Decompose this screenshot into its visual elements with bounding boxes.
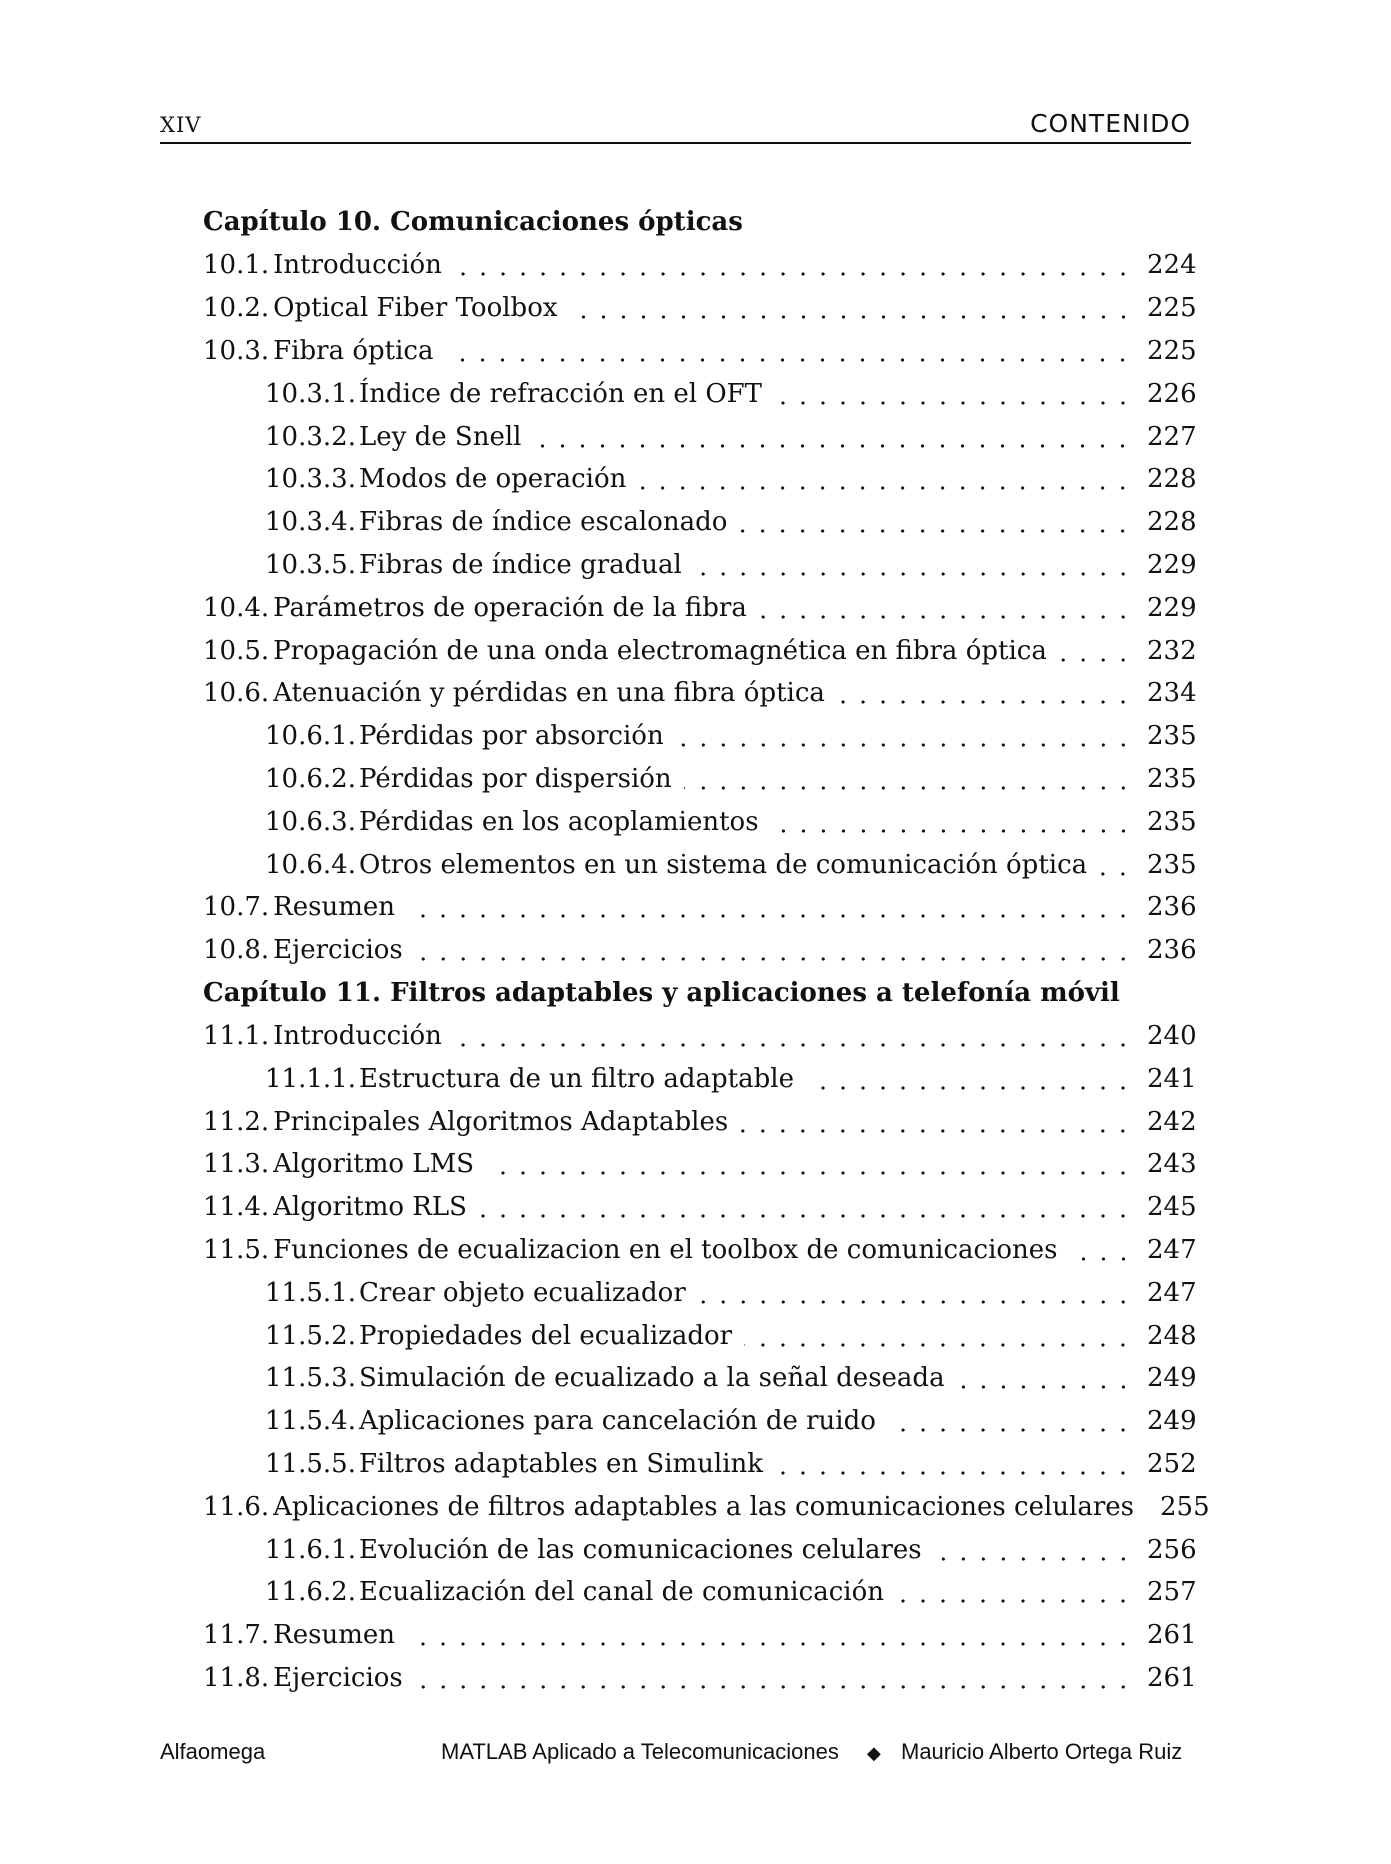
toc-entry-title: Principales Algoritmos Adaptables: [273, 1106, 729, 1137]
dot-leader: [533, 424, 1133, 450]
toc-entry-title: Parámetros de operación de la fibra: [273, 592, 747, 623]
dot-leader: [1059, 638, 1133, 664]
dot-leader: [771, 809, 1133, 835]
toc-entry-number: 10.3.1.: [265, 378, 356, 409]
toc-entry-number: 10.6.: [203, 678, 270, 709]
toc-entry-page: 235: [1147, 849, 1197, 880]
dot-leader: [415, 1665, 1133, 1691]
dot-leader: [415, 937, 1133, 963]
toc-entry-title: Atenuación y pérdidas en una fibra óptica: [273, 678, 825, 709]
toc-entry-number: 11.6.: [203, 1491, 270, 1522]
toc-entry-title: Aplicaciones para cancelación de ruido: [359, 1406, 876, 1437]
toc-entry-page: 235: [1147, 763, 1197, 794]
toc-entry-title: Fibras de índice gradual: [359, 549, 682, 580]
toc-entry-number: 10.6.3.: [265, 806, 356, 837]
toc-entry-page: 226: [1147, 378, 1197, 409]
toc-entry-page: 255: [1160, 1491, 1210, 1522]
toc-entry-page: 227: [1147, 421, 1197, 452]
toc-entry-title: Filtros adaptables en Simulink: [359, 1448, 764, 1479]
toc-entry-title: Pérdidas por dispersión: [359, 763, 672, 794]
toc-entry-page: 228: [1147, 507, 1197, 538]
toc-subsection-entry[interactable]: [203, 544, 1197, 587]
toc-entry-page: 241: [1147, 1063, 1197, 1094]
toc-entry-number: 10.6.4.: [265, 849, 356, 880]
toc-entry-page: 252: [1147, 1448, 1197, 1479]
dot-leader: [407, 1622, 1133, 1648]
dot-leader: [957, 1365, 1133, 1391]
toc-entry-number: 10.3.: [203, 335, 270, 366]
toc-entry-number: 10.4.: [203, 592, 270, 623]
toc-entry-title: Algoritmo RLS: [273, 1192, 467, 1223]
running-head: CONTENIDO: [1030, 109, 1191, 138]
toc-entry-page: 247: [1147, 1234, 1197, 1265]
toc-entry-page: 261: [1147, 1620, 1197, 1651]
toc-entry-page: 235: [1147, 806, 1197, 837]
toc-entry-page: 242: [1147, 1106, 1197, 1137]
toc-entry-page: 243: [1147, 1149, 1197, 1180]
toc-section-entry[interactable]: [203, 929, 1197, 972]
toc-subsection-entry[interactable]: [203, 758, 1197, 801]
toc-entry-number: 10.6.2.: [265, 763, 356, 794]
toc-entry-page: 249: [1147, 1406, 1197, 1437]
toc-entry-title: Fibras de índice escalonado: [359, 507, 728, 538]
toc-entry-title: Propagación de una onda electromagnética en fibra óptica: [273, 635, 1047, 666]
toc-entry-number: 11.5.3.: [265, 1363, 356, 1394]
toc-entry-title: Crear objeto ecualizador: [359, 1277, 686, 1308]
toc-entry-page: 229: [1147, 592, 1197, 623]
dot-leader: [744, 1323, 1133, 1349]
toc-subsection-entry[interactable]: [203, 1571, 1197, 1614]
toc-entry-page: 228: [1147, 464, 1197, 495]
toc-entry-page: 247: [1147, 1277, 1197, 1308]
toc-entry-number: 11.4.: [203, 1192, 270, 1223]
toc-entry-title: Fibra óptica: [273, 335, 434, 366]
toc-entry-number: 10.5.: [203, 635, 270, 666]
toc-entry-page: 240: [1147, 1020, 1197, 1051]
toc-entry-number: 11.5.1.: [265, 1277, 356, 1308]
toc-section-entry[interactable]: [203, 1229, 1197, 1272]
toc-section-entry[interactable]: [203, 1657, 1197, 1700]
toc-entry-page: 245: [1147, 1192, 1197, 1223]
toc-entry-page: 249: [1147, 1363, 1197, 1394]
toc-section-entry[interactable]: [203, 1186, 1197, 1229]
dot-leader: [774, 381, 1133, 407]
page-header: [160, 106, 1191, 144]
toc-section-entry[interactable]: [203, 672, 1197, 715]
toc-section-entry[interactable]: [203, 1614, 1197, 1657]
toc-section-entry[interactable]: [203, 1143, 1197, 1186]
toc-entry-number: 11.6.2.: [265, 1577, 356, 1608]
toc-entry-page: 232: [1147, 635, 1197, 666]
toc-chapter-heading: Capítulo 11. Filtros adaptables y aplicaciones a telefonía móvil: [203, 977, 1120, 1008]
toc-entry-title: Ejercicios: [273, 1662, 403, 1693]
dot-leader: [837, 680, 1133, 706]
toc-entry-title: Resumen: [273, 1620, 395, 1651]
dot-leader: [570, 295, 1133, 321]
dot-leader: [486, 1151, 1133, 1177]
toc-section-entry[interactable]: [203, 287, 1197, 330]
dot-leader: [1070, 1237, 1133, 1263]
dot-leader: [1099, 852, 1133, 878]
dot-leader: [684, 766, 1133, 792]
toc-entry-title: Resumen: [273, 892, 395, 923]
page-footer: [160, 1739, 1191, 1771]
toc-entry-number: 11.2.: [203, 1106, 270, 1137]
toc-entry-title: Algoritmo LMS: [273, 1149, 475, 1180]
dot-leader: [445, 338, 1133, 364]
toc-subsection-entry[interactable]: [203, 1057, 1197, 1100]
dot-leader: [454, 1023, 1133, 1049]
toc-entry-title: Introducción: [273, 1020, 442, 1051]
toc-entry-page: 261: [1147, 1662, 1197, 1693]
toc-entry-number: 11.1.1.: [265, 1063, 356, 1094]
dot-leader: [676, 723, 1133, 749]
toc-section-entry[interactable]: [203, 1015, 1197, 1058]
toc-subsection-entry[interactable]: [203, 458, 1197, 501]
dot-leader: [454, 252, 1133, 278]
dot-leader: [759, 595, 1133, 621]
toc-entry-number: 11.1.: [203, 1020, 270, 1051]
toc-entry-number: 10.8.: [203, 935, 270, 966]
toc-entry-number: 11.5.5.: [265, 1448, 356, 1479]
toc-entry-title: Pérdidas por absorción: [359, 721, 664, 752]
toc-entry-number: 10.3.5.: [265, 549, 356, 580]
toc-entry-number: 10.2.: [203, 293, 270, 324]
toc-section-entry[interactable]: [203, 330, 1197, 373]
toc-entry-title: Índice de refracción en el OFT: [359, 378, 763, 409]
toc-entry-number: 10.3.3.: [265, 464, 356, 495]
toc-entry-page: 235: [1147, 721, 1197, 752]
toc-subsection-entry[interactable]: [203, 415, 1197, 458]
toc-entry-number: 11.5.: [203, 1234, 270, 1265]
toc-entry-number: 10.6.1.: [265, 721, 356, 752]
toc-entry-page: 229: [1147, 549, 1197, 580]
toc-entry-page: 257: [1147, 1577, 1197, 1608]
toc-subsection-entry[interactable]: [203, 1400, 1197, 1443]
toc-entry-page: 236: [1147, 935, 1197, 966]
dot-leader: [896, 1579, 1133, 1605]
toc-entry-title: Simulación de ecualizado a la señal deseada: [359, 1363, 945, 1394]
dot-leader: [407, 894, 1133, 920]
toc-entry-number: 11.3.: [203, 1149, 270, 1180]
dot-leader: [775, 1451, 1133, 1477]
toc-chapter-heading: Capítulo 10. Comunicaciones ópticas: [203, 207, 743, 237]
footer-author: Mauricio Alberto Ortega Ruiz: [901, 1739, 1183, 1764]
toc-subsection-entry[interactable]: [203, 1528, 1197, 1571]
toc-entry-title: Propiedades del ecualizador: [359, 1320, 733, 1351]
dot-leader: [739, 509, 1133, 535]
toc-entry-title: Funciones de ecualizacion en el toolbox de comunicaciones: [273, 1234, 1058, 1265]
toc-entry-title: Modos de operación: [359, 464, 627, 495]
toc-entry-title: Aplicaciones de filtros adaptables a las comunicaciones celulares: [273, 1491, 1134, 1522]
toc-entry-page: 256: [1147, 1534, 1197, 1565]
toc-entry-number: 10.1.: [203, 250, 270, 281]
toc-entry-page: 225: [1147, 293, 1197, 324]
toc-subsection-entry[interactable]: [203, 501, 1197, 544]
toc-section-entry[interactable]: [203, 629, 1197, 672]
footer-publisher: Alfaomega: [160, 1739, 266, 1764]
toc-entry-title: Ecualización del canal de comunicación: [359, 1577, 884, 1608]
toc-subsection-entry[interactable]: [203, 372, 1197, 415]
toc-subsection-entry[interactable]: [203, 1314, 1197, 1357]
toc-entry-number: 10.7.: [203, 892, 270, 923]
toc-entry-title: Pérdidas en los acoplamientos: [359, 806, 759, 837]
toc-entry-page: 225: [1147, 335, 1197, 366]
toc-entry-page: 224: [1147, 250, 1197, 281]
toc-section-entry[interactable]: [203, 1100, 1197, 1143]
page-number: XIV: [160, 113, 202, 137]
toc-subsection-entry[interactable]: [203, 1357, 1197, 1400]
toc-subsection-entry[interactable]: [203, 800, 1197, 843]
toc-subsection-entry[interactable]: [203, 1271, 1197, 1314]
toc-section-entry[interactable]: [203, 1485, 1210, 1528]
dot-leader: [479, 1194, 1133, 1220]
toc-subsection-entry[interactable]: [203, 1443, 1197, 1486]
toc-entry-number: 10.3.2.: [265, 421, 356, 452]
footer-separator-icon: ◆: [867, 1743, 881, 1763]
toc-entry-number: 10.3.4.: [265, 507, 356, 538]
dot-leader: [694, 552, 1133, 578]
toc-entry-title: Estructura de un filtro adaptable: [359, 1063, 794, 1094]
toc-entry-title: Ley de Snell: [359, 421, 522, 452]
toc-entry-title: Optical Fiber Toolbox: [273, 293, 558, 324]
dot-leader: [638, 466, 1133, 492]
toc-entry-page: 236: [1147, 892, 1197, 923]
dot-leader: [934, 1537, 1133, 1563]
toc-entry-number: 11.6.1.: [265, 1534, 356, 1565]
toc-entry-page: 248: [1147, 1320, 1197, 1351]
footer-book-title: MATLAB Aplicado a Telecomunicaciones: [441, 1739, 839, 1764]
toc-entry-number: 11.8.: [203, 1662, 270, 1693]
toc-entry-number: 11.5.4.: [265, 1406, 356, 1437]
toc-entry-page: 234: [1147, 678, 1197, 709]
toc-entry-title: Introducción: [273, 250, 442, 281]
toc-entry-number: 11.7.: [203, 1620, 270, 1651]
toc-entry-title: Ejercicios: [273, 935, 403, 966]
toc-section-entry[interactable]: [203, 244, 1197, 287]
table-of-contents: [203, 201, 1210, 1699]
toc-subsection-entry[interactable]: [203, 715, 1197, 758]
dot-leader: [698, 1280, 1133, 1306]
toc-section-entry[interactable]: [203, 586, 1197, 629]
toc-entry-title: Evolución de las comunicaciones celulares: [359, 1534, 922, 1565]
toc-entry-number: 11.5.2.: [265, 1320, 356, 1351]
toc-section-entry[interactable]: [203, 886, 1197, 929]
dot-leader: [740, 1109, 1133, 1135]
toc-entry-title: Otros elementos en un sistema de comunicación óptica: [359, 849, 1088, 880]
dot-leader: [888, 1408, 1133, 1434]
toc-subsection-entry[interactable]: [203, 843, 1197, 886]
dot-leader: [806, 1066, 1133, 1092]
